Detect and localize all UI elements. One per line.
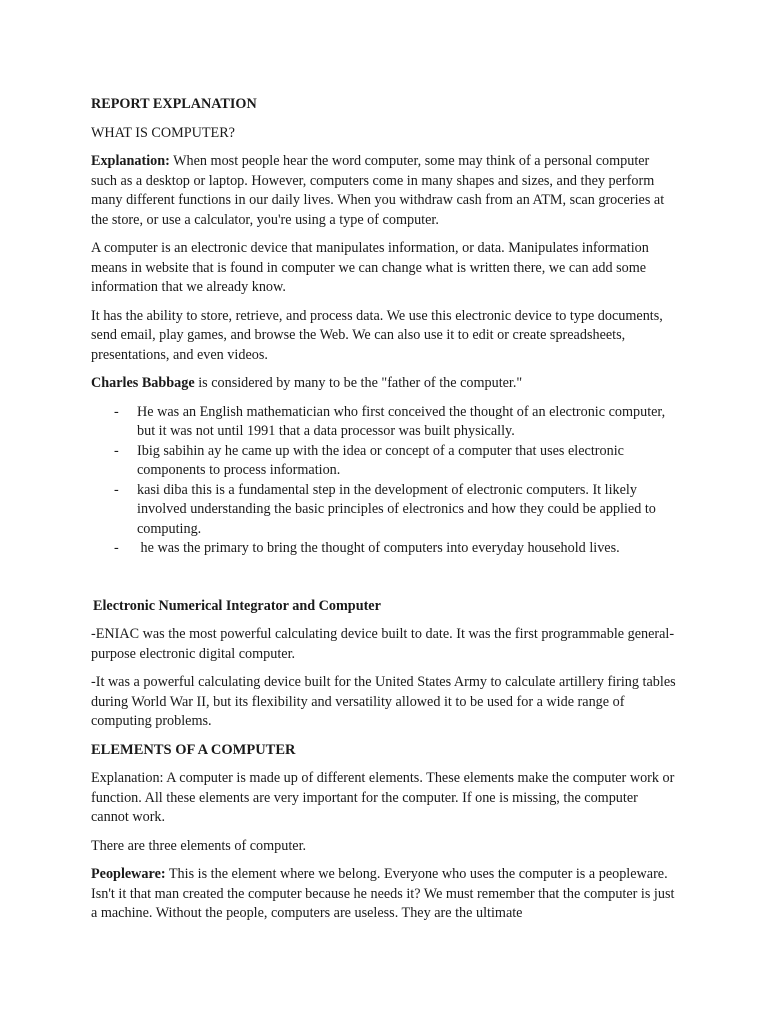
babbage-text: is considered by many to be the "father of the computer.": [194, 375, 523, 391]
abilities-paragraph: It has the ability to store, retrieve, and process data. We use this electronic device to type documents, send email, play games, and browse the Web. We can also use it to edit or create spreadsheets, presentations, and even videos.: [91, 307, 663, 363]
list-item: [91, 481, 678, 540]
babbage-lead: Charles Babbage: [91, 375, 195, 391]
three-elements-line: There are three elements of computer.: [91, 837, 307, 854]
eniac-paragraph-2: -It was a powerful calculating device built for the United States Army to calculate artillery firing tables during World War II, but its flexibility and versatility allowed it to be used for a wide range of computing problems.: [91, 674, 676, 729]
dash-marker: -: [114, 442, 119, 459]
elements-heading: ELEMENTS OF A COMPUTER: [91, 741, 296, 758]
peopleware-paragraph: [91, 865, 678, 924]
peopleware-lead: Peopleware:: [91, 866, 166, 882]
explanation-lead: Explanation:: [91, 153, 170, 169]
list-item: [91, 442, 678, 481]
explanation-paragraph: [91, 152, 678, 230]
list-item: [91, 539, 678, 559]
eniac-heading: Electronic Numerical Integrator and Computer: [93, 597, 381, 614]
dash-marker: -: [114, 540, 119, 556]
definition-paragraph: A computer is an electronic device that manipulates information, or data. Manipulates information means in website that is found in computer we can change what is written there, we can add some information that we already know.: [91, 240, 649, 295]
peopleware-text: This is the element where we belong. Everyone who uses the computer is a peopleware. Isn't it that man created the computer because he needs it? We must remember that the computer is just a machine. Without the people, computers are useless. They are the ultimate: [91, 866, 675, 921]
eniac-paragraph-1: -ENIAC was the most powerful calculating device built to date. It was the first programmable general-purpose electronic digital computer.: [91, 626, 675, 662]
list-item-text: he was the primary to bring the thought of computers into everyday household lives.: [137, 540, 620, 556]
dash-marker: -: [114, 481, 119, 498]
babbage-bullet-list: [91, 403, 678, 559]
babbage-paragraph: [91, 374, 678, 394]
question-heading: WHAT IS COMPUTER?: [91, 124, 235, 141]
dash-marker: -: [114, 403, 119, 420]
elements-explanation: Explanation: A computer is made up of different elements. These elements make the computer work or function. All these elements are very important for the computer. If one is missing, the computer cannot work.: [91, 770, 675, 825]
report-title: REPORT EXPLANATION: [91, 96, 257, 112]
list-item-text: He was an English mathematician who first conceived the thought of an electronic computer, but it was not until 1991 that a data processor was built physically.: [137, 403, 666, 439]
spacer: [91, 559, 678, 597]
list-item-text: Ibig sabihin ay he came up with the idea or concept of a computer that uses electronic components to process information.: [137, 442, 624, 478]
list-item-text: kasi diba this is a fundamental step in the development of electronic computers. It likely involved understanding the basic principles of electronics and how they could be applied to computing.: [137, 481, 656, 537]
list-item: [91, 403, 678, 442]
explanation-text: When most people hear the word computer, some may think of a personal computer such as a desktop or laptop. However, computers come in many shapes and sizes, and they perform many different functions in our daily lives. When you withdraw cash from an ATM, scan groceries at the store, or use a calculator, you're using a type of computer.: [91, 153, 665, 228]
